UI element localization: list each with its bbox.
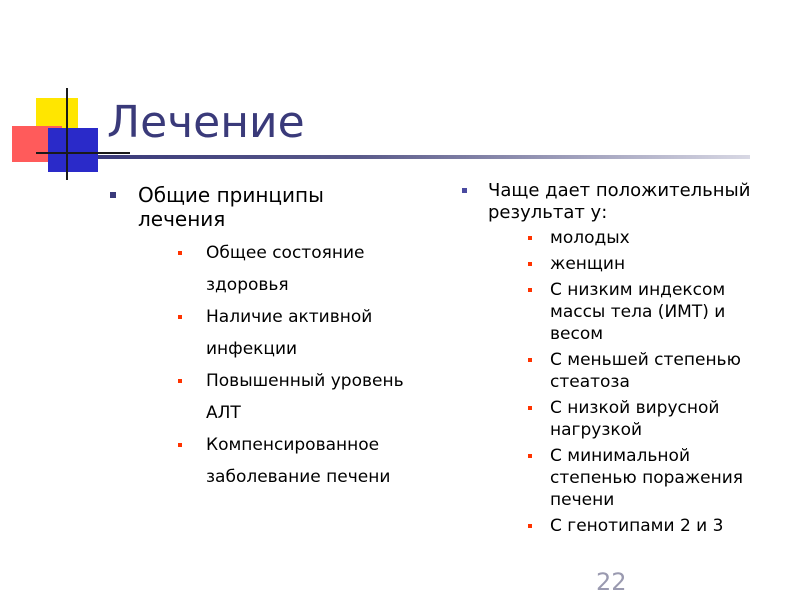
right-sub-item bbox=[488, 253, 770, 275]
right-column-item bbox=[460, 180, 770, 537]
left-sub-item-text: Общее состояние здоровья bbox=[206, 243, 365, 295]
left-sub-item-text: Повышенный уровень АЛТ bbox=[206, 371, 404, 423]
left-sub-list bbox=[138, 237, 408, 493]
right-sub-item bbox=[488, 279, 770, 345]
right-sub-item-text: молодых bbox=[550, 228, 630, 248]
small-square-bullet-icon bbox=[528, 288, 532, 292]
small-square-bullet-icon bbox=[528, 262, 532, 266]
left-sub-item-text: Наличие активной инфекции bbox=[206, 307, 373, 359]
left-sub-item bbox=[138, 429, 408, 493]
left-column bbox=[108, 183, 408, 493]
small-square-bullet-icon bbox=[528, 454, 532, 458]
right-column-heading: Чаще дает положительный результат у: bbox=[488, 180, 751, 223]
small-square-bullet-icon bbox=[178, 315, 182, 319]
small-square-bullet-icon bbox=[528, 406, 532, 410]
right-sub-item bbox=[488, 397, 770, 441]
small-square-bullet-icon bbox=[528, 358, 532, 362]
small-square-bullet-icon bbox=[528, 524, 532, 528]
left-column-item bbox=[108, 183, 408, 493]
right-sub-item bbox=[488, 227, 770, 249]
right-sub-item-text: С низкой вирусной нагрузкой bbox=[550, 398, 720, 440]
left-sub-item-text: Компенсированное заболевание печени bbox=[206, 435, 391, 487]
slide-logo bbox=[0, 0, 120, 190]
title-underline bbox=[98, 155, 750, 159]
left-sub-item bbox=[138, 237, 408, 301]
logo-horizontal-line bbox=[36, 152, 130, 154]
right-sub-item-text: женщин bbox=[550, 254, 626, 274]
right-sub-item bbox=[488, 349, 770, 393]
right-sub-list bbox=[488, 227, 770, 537]
logo-blue-square bbox=[48, 128, 98, 172]
logo-vertical-line bbox=[66, 88, 68, 180]
small-square-bullet-icon bbox=[178, 443, 182, 447]
small-square-bullet-icon bbox=[528, 236, 532, 240]
slide-title: Лечение bbox=[107, 97, 305, 148]
right-sub-item bbox=[488, 445, 770, 511]
right-sub-item-text: С меньшей степенью стеатоза bbox=[550, 350, 741, 392]
right-sub-item bbox=[488, 515, 770, 537]
square-bullet-icon bbox=[110, 192, 116, 198]
left-sub-item bbox=[138, 301, 408, 365]
left-sub-item bbox=[138, 365, 408, 429]
right-sub-item-text: С генотипами 2 и 3 bbox=[550, 516, 724, 536]
right-sub-item-text: С минимальной степенью поражения печени bbox=[550, 446, 744, 510]
square-bullet-icon bbox=[462, 188, 467, 193]
right-column bbox=[460, 180, 770, 541]
left-column-heading: Общие принципы лечения bbox=[138, 183, 324, 231]
right-sub-item-text: С низким индексом массы тела (ИМТ) и весом bbox=[550, 280, 726, 344]
small-square-bullet-icon bbox=[178, 379, 182, 383]
small-square-bullet-icon bbox=[178, 251, 182, 255]
page-number: 22 bbox=[596, 568, 627, 596]
